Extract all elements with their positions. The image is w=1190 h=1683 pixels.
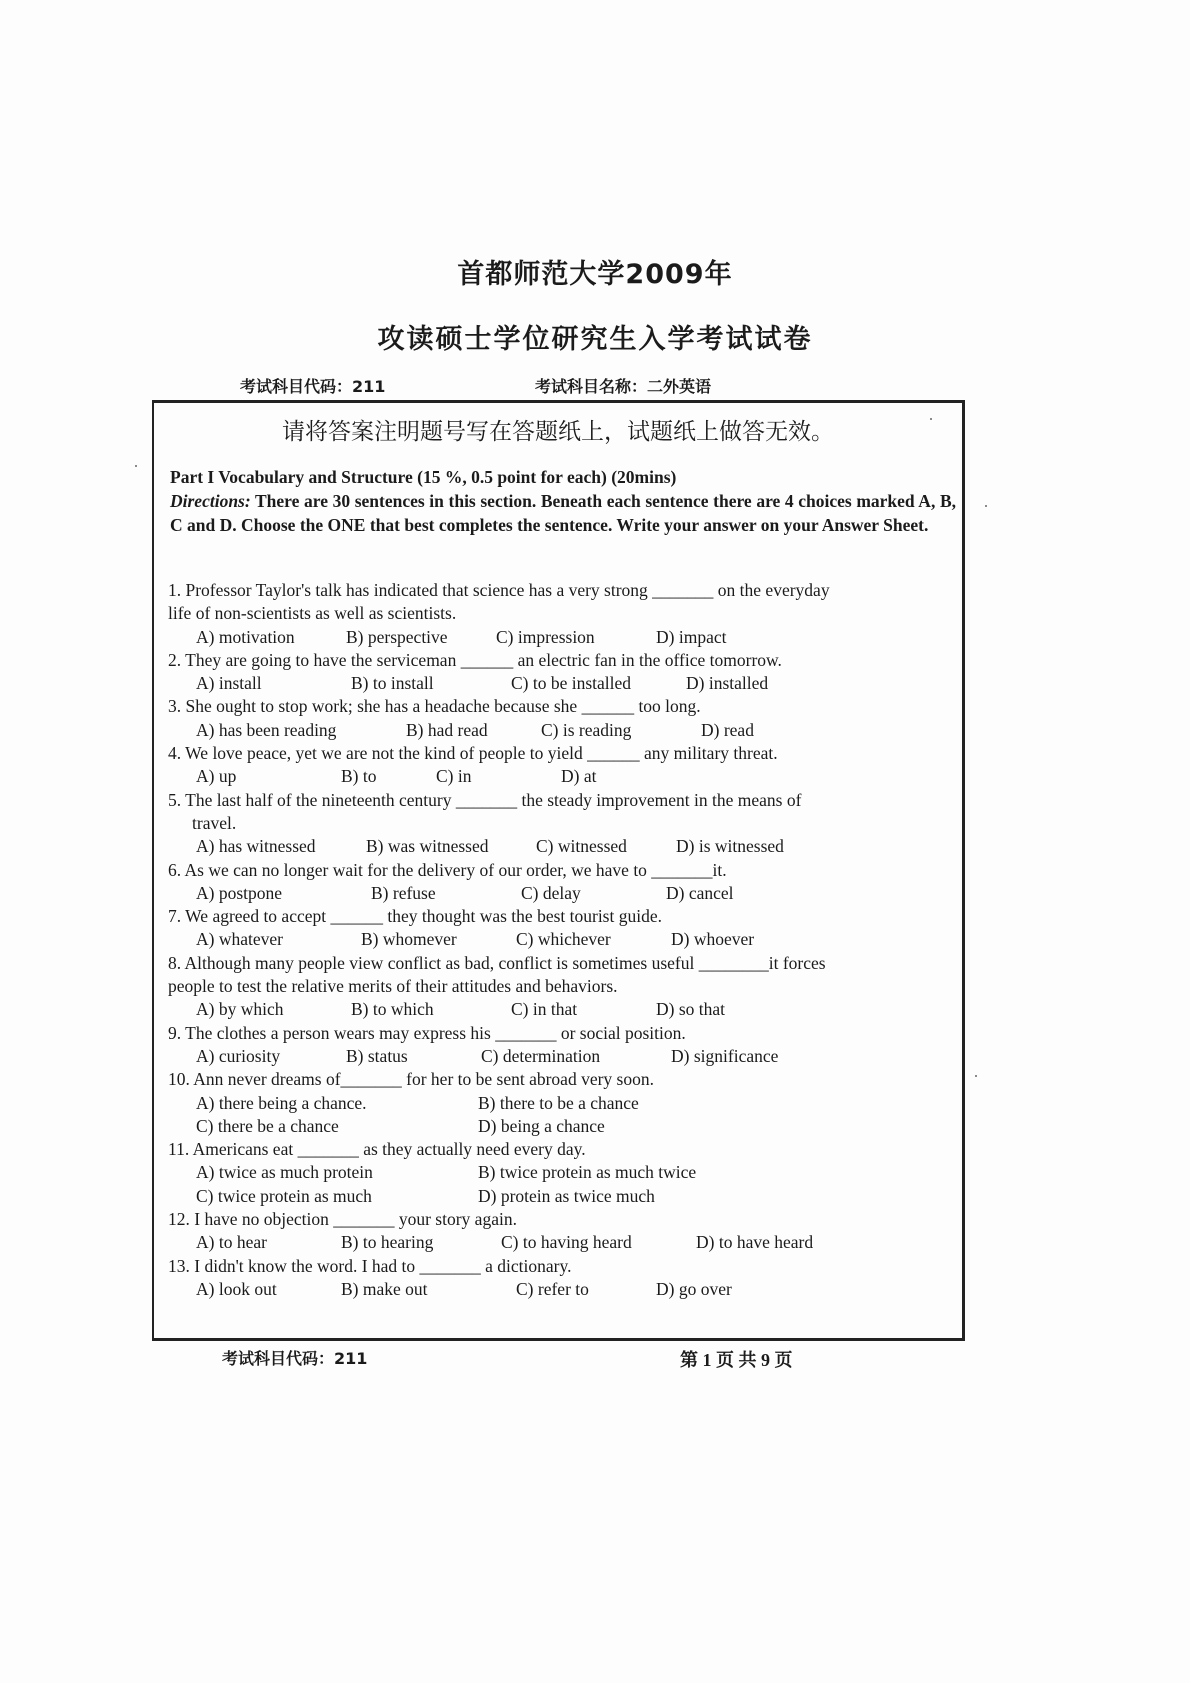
question-stem: 13. I didn't know the word. I had to _______ a dictionary. — [168, 1255, 572, 1276]
question-options — [168, 998, 958, 1021]
exam-title-paper: 攻读硕士学位研究生入学考试试卷 — [377, 324, 813, 355]
question-stem: 12. I have no objection _______ your story again. — [168, 1209, 517, 1230]
question-options — [168, 1045, 958, 1068]
option-a: A) motivation — [196, 626, 295, 647]
question-options — [168, 765, 958, 788]
option-a: A) to hear — [196, 1232, 267, 1253]
option-d: D) installed — [686, 673, 769, 694]
option-c: C) whichever — [516, 929, 611, 950]
option-c: C) in — [436, 766, 472, 787]
option-b: B) make out — [341, 1278, 428, 1299]
scan-speck — [930, 418, 932, 420]
directions-text: There are 30 sentences in this section. Beneath each sentence there are 4 choices marked A, B, C and D. Choose the ONE that best completes the sentence. Write your answer on your Answer Sheet. — [170, 491, 956, 535]
question-stem-continued: people to test the relative merits of their attitudes and behaviors. — [168, 976, 618, 997]
option-b: B) twice protein as much twice — [478, 1162, 697, 1183]
option-b: B) was witnessed — [366, 836, 489, 857]
option-c: C) witnessed — [536, 836, 627, 857]
option-a: A) has witnessed — [196, 836, 316, 857]
scan-speck — [135, 465, 137, 467]
question-stem: 4. We love peace, yet we are not the kind of people to yield ______ any military threat. — [168, 743, 778, 764]
question-stem: 11. Americans eat _______ as they actually need every day. — [168, 1139, 586, 1160]
option-b: B) status — [346, 1045, 408, 1066]
option-d: D) whoever — [671, 929, 755, 950]
option-c: C) impression — [496, 626, 595, 647]
option-c: C) twice protein as much — [196, 1185, 372, 1206]
option-a: A) install — [196, 673, 262, 694]
question-options — [168, 835, 958, 858]
page-number: 第 1 页 共 9 页 — [680, 1350, 793, 1370]
option-a: A) up — [196, 766, 237, 787]
question-stem: 1. Professor Taylor's talk has indicated that science has a very strong _______ on the everyday — [168, 580, 830, 600]
option-d: D) to have heard — [696, 1232, 814, 1253]
option-d: D) read — [701, 719, 754, 740]
question-options — [168, 626, 958, 649]
option-a: A) has been reading — [196, 719, 337, 740]
question-options — [168, 882, 958, 905]
option-d: D) impact — [656, 626, 727, 647]
option-d: D) protein as twice much — [478, 1185, 655, 1206]
option-d: D) go over — [656, 1278, 732, 1299]
option-d: D) significance — [671, 1045, 779, 1066]
question-stem: 3. She ought to stop work; she has a headache because she ______ too long. — [168, 696, 701, 717]
option-a: A) curiosity — [196, 1045, 281, 1066]
question-options — [168, 928, 958, 951]
question-frame — [152, 400, 965, 1341]
question-stem: 8. Although many people view conflict as bad, conflict is sometimes useful ________it forces — [168, 952, 826, 973]
option-c: C) to be installed — [511, 673, 632, 694]
option-b: B) to install — [351, 673, 434, 694]
question-stem: 9. The clothes a person wears may express his _______ or social position. — [168, 1022, 686, 1043]
option-a: A) by which — [196, 999, 284, 1020]
question-stem: 2. They are going to have the serviceman ______ an electric fan in the office tomorrow. — [168, 649, 782, 670]
question-stem: 10. Ann never dreams of_______ for her to be sent abroad very soon. — [168, 1069, 654, 1090]
question-options — [168, 719, 958, 742]
option-b: B) whomever — [361, 929, 457, 950]
section-title: Part I Vocabulary and Structure (15 %, 0.5 point for each) (20mins) — [170, 467, 677, 487]
option-b: B) refuse — [371, 882, 436, 903]
scan-speck — [985, 505, 987, 507]
question-stem: 5. The last half of the nineteenth century _______ the steady improvement in the means of — [168, 789, 802, 810]
question-options — [168, 1278, 958, 1301]
option-b: B) perspective — [346, 626, 448, 647]
option-d: D) cancel — [666, 882, 734, 903]
subject-code: 考试科目代码：211 — [240, 377, 386, 396]
exam-title-university: 首都师范大学2009年 — [457, 259, 733, 290]
option-c: C) delay — [521, 882, 581, 903]
option-a: A) there being a chance. — [196, 1092, 367, 1113]
option-b: B) to which — [351, 999, 434, 1020]
option-a: A) whatever — [196, 929, 283, 950]
option-c: C) to having heard — [501, 1232, 632, 1253]
option-c: C) refer to — [516, 1278, 589, 1299]
question-options — [168, 1161, 958, 1208]
option-c: C) there be a chance — [196, 1115, 339, 1136]
option-d: D) is witnessed — [676, 836, 784, 857]
option-c: C) determination — [481, 1045, 601, 1066]
option-c: C) is reading — [541, 719, 632, 740]
option-b: B) to — [341, 766, 377, 787]
question-options — [168, 1092, 958, 1139]
scan-speck — [975, 1075, 977, 1077]
question-stem-continued: life of non-scientists as well as scientists. — [168, 603, 457, 624]
option-a: A) postpone — [196, 882, 283, 903]
directions-label: Directions: — [170, 491, 251, 511]
option-d: D) being a chance — [478, 1115, 605, 1136]
question-options — [168, 672, 958, 695]
option-a: A) look out — [196, 1278, 277, 1299]
footer-subject-code: 考试科目代码：211 — [222, 1349, 368, 1368]
question-list — [168, 579, 958, 1301]
answer-notice: 请将答案注明题号写在答题纸上，试题纸上做答无效。 — [282, 419, 834, 445]
question-stem: 7. We agreed to accept ______ they thought was the best tourist guide. — [168, 906, 662, 927]
option-b: B) there to be a chance — [478, 1092, 639, 1113]
section-directions — [170, 489, 956, 537]
option-d: D) at — [561, 766, 597, 787]
option-b: B) to hearing — [341, 1232, 434, 1253]
option-c: C) in that — [511, 999, 578, 1020]
option-a: A) twice as much protein — [196, 1162, 373, 1183]
subject-name: 考试科目名称：二外英语 — [535, 377, 712, 396]
question-stem-continued: travel. — [192, 812, 237, 833]
option-b: B) had read — [406, 719, 488, 740]
question-stem: 6. As we can no longer wait for the delivery of our order, we have to _______it. — [168, 859, 727, 880]
option-d: D) so that — [656, 999, 726, 1020]
question-options — [168, 1231, 958, 1254]
